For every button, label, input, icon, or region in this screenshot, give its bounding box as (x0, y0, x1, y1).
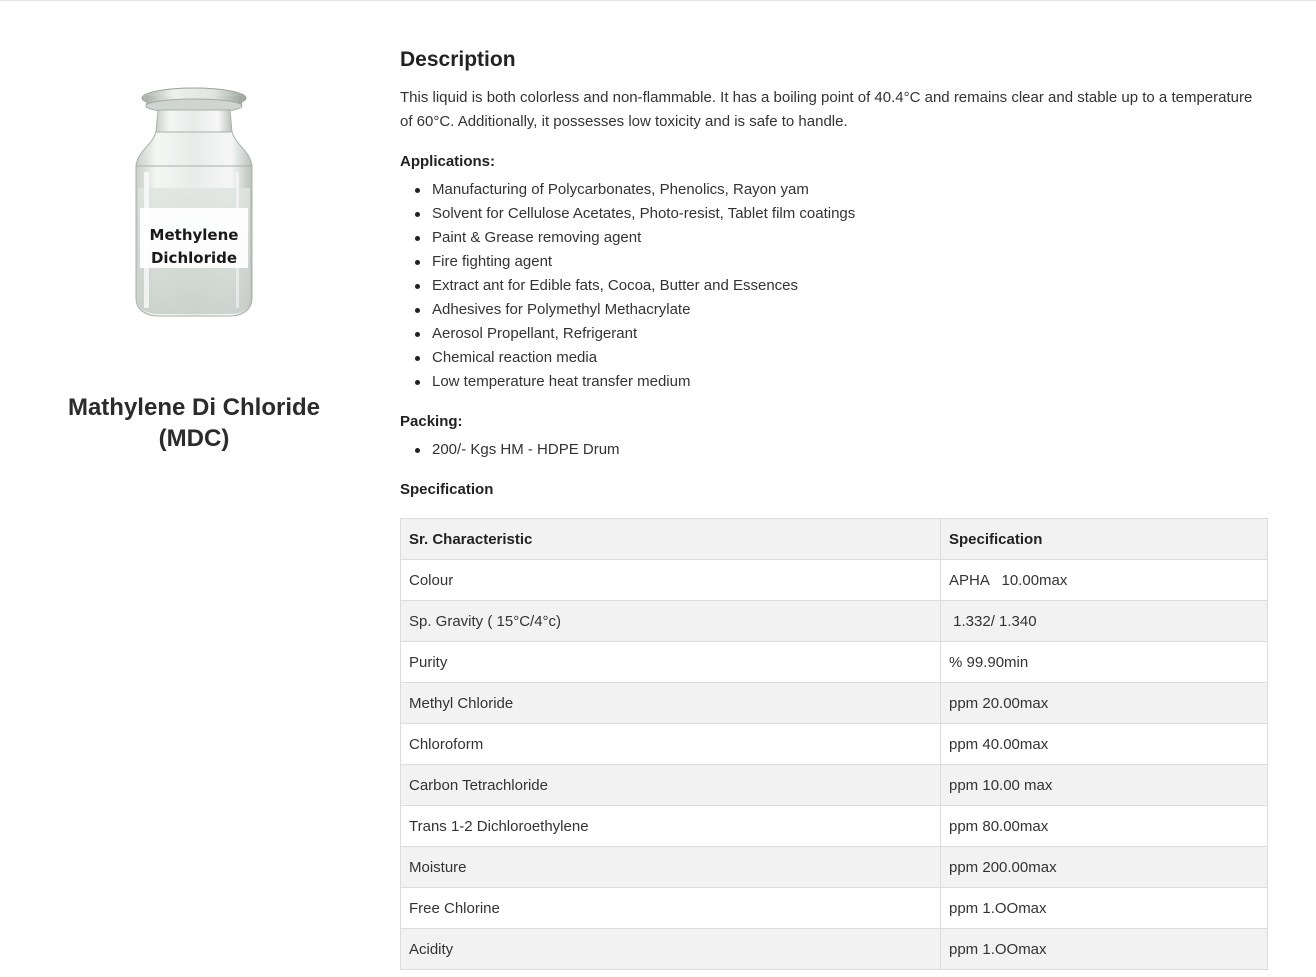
description-text: This liquid is both colorless and non-flammable. It has a boiling point of 40.4°C and remains clear and stable up to a temperature of 60°C. Additionally, it possesses low toxicity and is safe to handle. (400, 89, 1253, 130)
top-divider (0, 0, 1316, 1)
table-row (401, 642, 1268, 683)
specification-cell: ppm 1.OOmax (941, 929, 1268, 970)
characteristic-cell: Chloroform (401, 724, 941, 765)
characteristic-cell: Moisture (401, 847, 941, 888)
characteristic-cell: Sp. Gravity ( 15°C/4°c) (401, 601, 941, 642)
applications-heading: Applications: (400, 153, 496, 170)
specification-cell: ppm 10.00 max (941, 765, 1268, 806)
description-heading: Description (400, 48, 516, 71)
table-row (401, 560, 1268, 601)
list-item: Chemical reaction media (432, 346, 1268, 370)
specification-cell: ppm 40.00max (941, 724, 1268, 765)
table-row (401, 847, 1268, 888)
list-item: Manufacturing of Polycarbonates, Phenolics, Rayon yam (432, 178, 1268, 202)
specification-cell: 1.332/ 1.340 (941, 601, 1268, 642)
list-item: Low temperature heat transfer medium (432, 370, 1268, 394)
applications-list (400, 178, 1268, 394)
specification-cell: ppm 1.OOmax (941, 888, 1268, 929)
column-header-characteristic: Sr. Characteristic (401, 519, 941, 560)
characteristic-cell: Colour (401, 560, 941, 601)
characteristic-cell: Purity (401, 642, 941, 683)
list-item: Extract ant for Edible fats, Cocoa, Butter and Essences (432, 274, 1268, 298)
table-row (401, 806, 1268, 847)
table-row (401, 724, 1268, 765)
bottle-icon (128, 84, 260, 320)
product-details (400, 46, 1268, 970)
bottle-label-line1: Methylene (149, 226, 239, 244)
table-row (401, 929, 1268, 970)
characteristic-cell: Methyl Chloride (401, 683, 941, 724)
column-header-specification: Specification (941, 519, 1268, 560)
list-item: 200/- Kgs HM - HDPE Drum (432, 438, 1268, 462)
list-item: Paint & Grease removing agent (432, 226, 1268, 250)
characteristic-cell: Acidity (401, 929, 941, 970)
list-item: Fire fighting agent (432, 250, 1268, 274)
product-title: Mathylene Di Chloride (MDC) (67, 394, 321, 452)
list-item: Aerosol Propellant, Refrigerant (432, 322, 1268, 346)
specification-cell: ppm 200.00max (941, 847, 1268, 888)
packing-list (400, 438, 1268, 462)
table-row (401, 601, 1268, 642)
list-item: Solvent for Cellulose Acetates, Photo-resist, Tablet film coatings (432, 202, 1268, 226)
specification-cell: ppm 80.00max (941, 806, 1268, 847)
characteristic-cell: Free Chlorine (401, 888, 941, 929)
packing-heading: Packing: (400, 413, 463, 430)
bottle-label-line2: Dichloride (150, 249, 238, 267)
characteristic-cell: Carbon Tetrachloride (401, 765, 941, 806)
table-row (401, 683, 1268, 724)
table-header-row (401, 519, 1268, 560)
table-row (401, 888, 1268, 929)
characteristic-cell: Trans 1-2 Dichloroethylene (401, 806, 941, 847)
specification-cell: APHA 10.00max (941, 560, 1268, 601)
specification-cell: % 99.90min (941, 642, 1268, 683)
specification-table (400, 518, 1268, 970)
list-item: Adhesives for Polymethyl Methacrylate (432, 298, 1268, 322)
table-row (401, 765, 1268, 806)
specification-cell: ppm 20.00max (941, 683, 1268, 724)
product-bottle-image (128, 84, 260, 320)
specification-heading: Specification (400, 481, 494, 498)
